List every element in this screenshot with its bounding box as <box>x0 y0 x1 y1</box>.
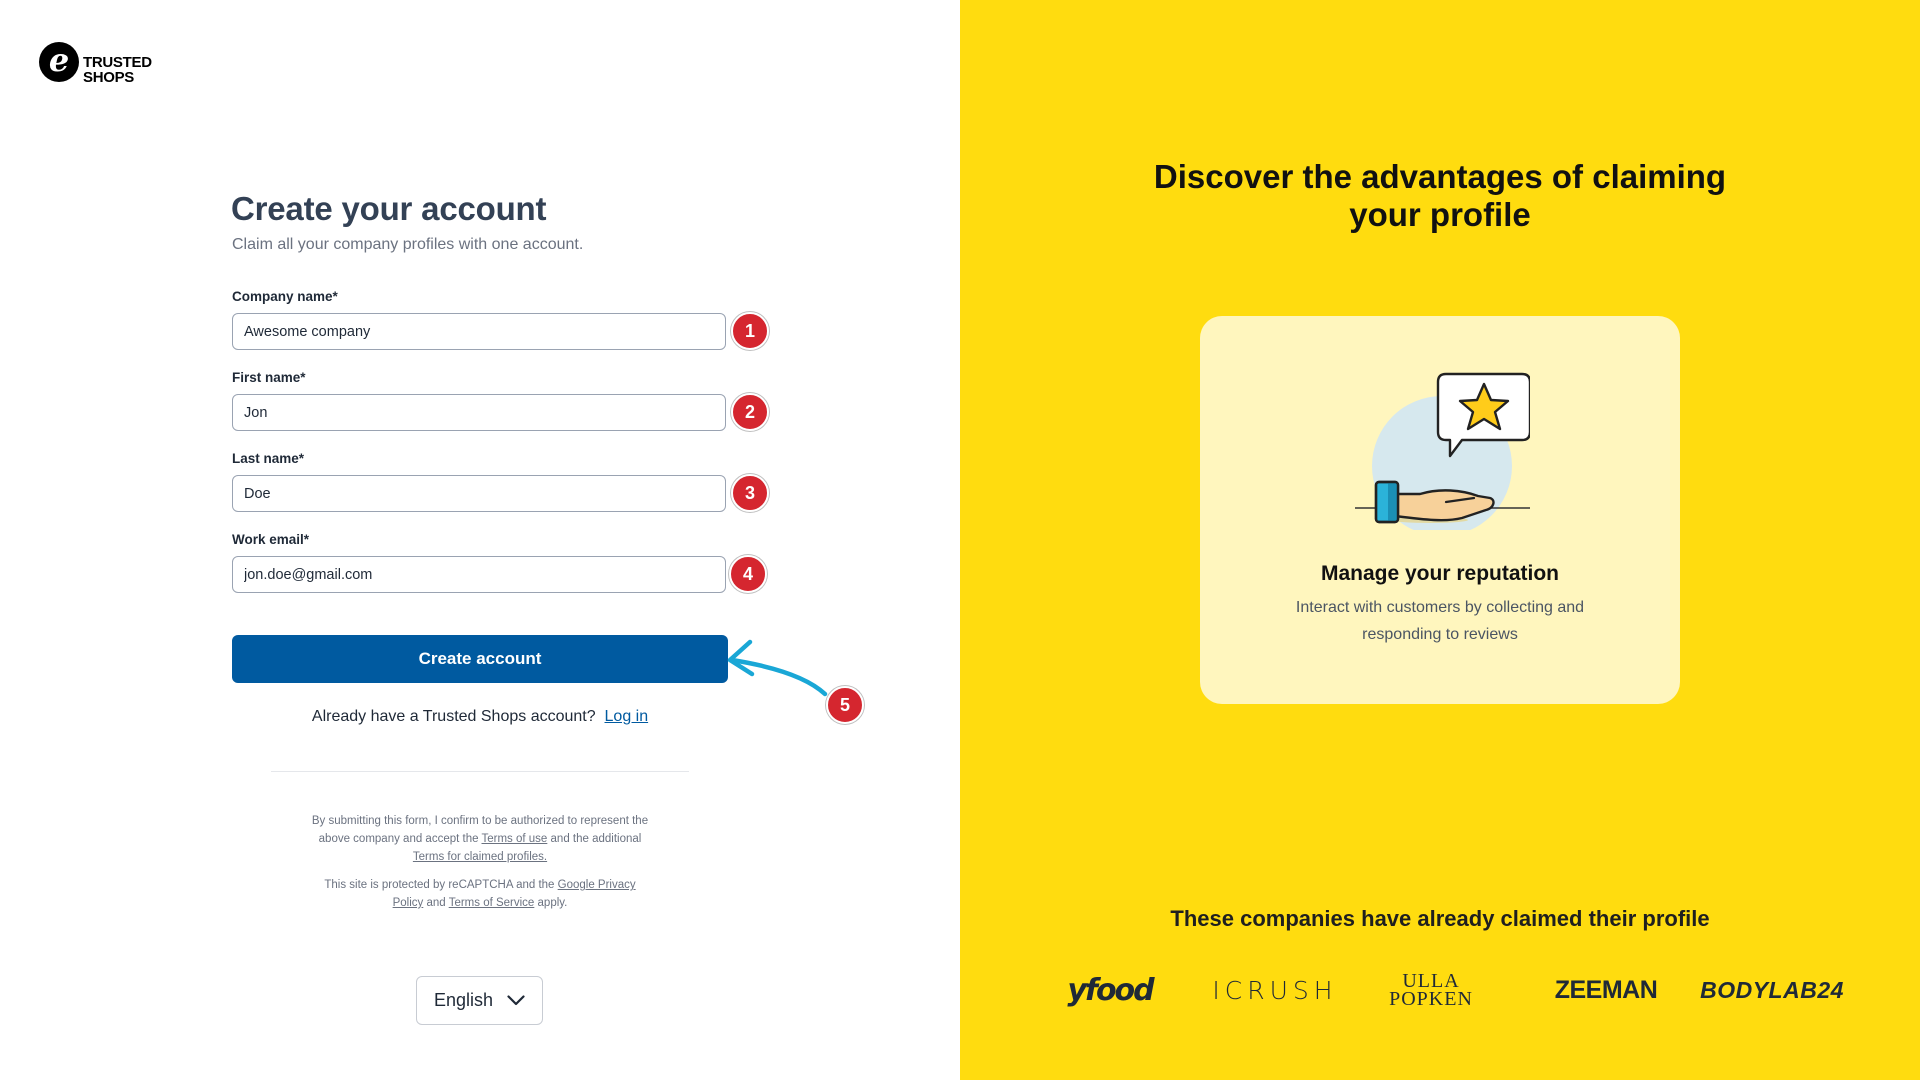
google-privacy-link[interactable]: Google Privacy Policy <box>392 879 636 909</box>
last-name-label: Last name* <box>232 451 305 466</box>
last-name-input[interactable] <box>232 475 726 512</box>
feature-card <box>1200 316 1680 704</box>
step-badge-5: 5 <box>826 686 864 724</box>
divider <box>271 771 689 772</box>
trusted-shops-e-icon: e <box>39 42 79 82</box>
brand-logo-icrush: ICRUSH <box>1212 975 1338 1005</box>
login-prompt-text: Already have a Trusted Shops account? <box>311 708 596 725</box>
first-name-label: First name* <box>232 370 306 385</box>
promo-title: Discover the advantages of claiming your profile <box>1153 158 1727 233</box>
language-selected: English <box>433 990 494 1010</box>
card-title: Manage your reputation <box>1320 562 1560 585</box>
company-name-label: Company name* <box>232 289 338 304</box>
language-select[interactable] <box>416 976 543 1025</box>
first-name-input[interactable] <box>232 394 726 431</box>
brand-logo-zeeman: ZEEMAN <box>1554 975 1658 1004</box>
terms-of-service-link[interactable]: Terms of Service <box>448 897 535 909</box>
step-badge-3: 3 <box>731 474 769 512</box>
annotation-arrow-icon <box>722 636 832 700</box>
work-email-input[interactable] <box>232 556 726 593</box>
chevron-down-icon <box>507 995 525 1006</box>
terms-claimed-profiles-link[interactable]: Terms for claimed profiles. <box>412 851 548 863</box>
recaptcha-notice: This site is protected by reCAPTCHA and the Google Privacy Policy and Terms of Service apply. <box>324 879 636 909</box>
logo-text-line1: TRUSTED <box>83 54 152 71</box>
brand-logo-yfood: yfood <box>1067 972 1153 1008</box>
hand-star-review-icon <box>1350 370 1530 530</box>
work-email-label: Work email* <box>232 532 310 547</box>
legal-consent-text: By submitting this form, I confirm to be authorized to represent the above company and accept the Terms of use and the additional Terms for claimed profiles. <box>311 815 649 863</box>
card-description: Interact with customers by collecting and responding to reviews <box>1295 599 1585 643</box>
step-badge-2: 2 <box>731 393 769 431</box>
login-link[interactable]: Log in <box>604 708 649 725</box>
trusted-shops-logo[interactable] <box>39 39 152 85</box>
logo-text-line2: SHOPS <box>83 69 135 86</box>
company-name-input[interactable] <box>232 313 726 350</box>
brand-logo-bodylab24: BODYLAB24 <box>1700 976 1844 1003</box>
brand-logo-ulla-popken: ULLA POPKEN <box>1389 970 1473 1010</box>
claimed-companies-heading: These companies have already claimed their profile <box>1170 906 1710 931</box>
page-title: Create your account <box>231 190 547 227</box>
step-badge-1: 1 <box>731 312 769 350</box>
create-account-button[interactable]: Create account <box>232 635 728 683</box>
page-subtitle: Claim all your company profiles with one account. <box>232 236 584 253</box>
step-badge-4: 4 <box>729 555 767 593</box>
login-prompt <box>232 708 728 726</box>
terms-of-use-link[interactable]: Terms of use <box>481 833 548 845</box>
